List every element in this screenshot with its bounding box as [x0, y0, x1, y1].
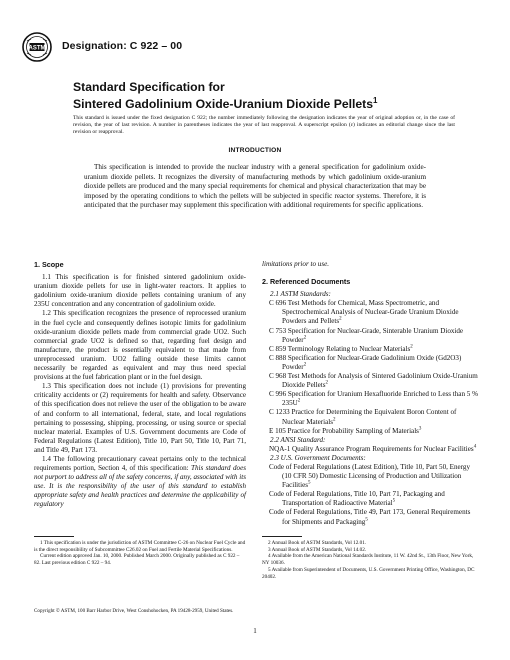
title-footnote-mark: 1 [373, 96, 378, 105]
scope-para-4-caveat: This standard does not purport to address all of the safety concerns, if any, associated with its use. It is the responsibility of the user of this standard to establish appropriate safety and health practices and determine the applicability of regulatory [34, 464, 246, 509]
reference-item [262, 427, 478, 436]
reference-footnote-mark: 3 [418, 426, 422, 432]
references-heading: 2. Referenced Documents [262, 277, 351, 287]
document-header [22, 32, 492, 62]
scope-para-4-text: 1.4 The following precautionary caveat pertains only to the technical requirements portion, Section 4, of this specification: [34, 454, 246, 473]
footnotes-left [34, 536, 246, 567]
title-line-2 [73, 94, 453, 111]
caveat-continuation-text: limitations prior to use. [262, 260, 330, 268]
footnote-1-edition: Current edition approved Jan. 10, 2000. Published March 2000. Originally published as C 922 – 82. Last previous edition C 922 – 94. [34, 553, 240, 567]
ansi-standard-label-text: 2.2 ANSI Standard: [270, 435, 326, 444]
astm-reference-list [262, 299, 478, 435]
introduction-body: This specification is intended to provide the nuclear industry with a general specification for gadolinium oxide-uranium dioxide pellets. It recognizes the diversity of manufacturing methods by which gadolinium oxide-uranium dioxide pellets are produced and the many special requirements for chemical and physical characterization that may be imposed by the operating conditions to which the pellets will be subjected in specific reactor systems. Therefore, it is anticipated that the purchaser may supplement this specification with additional requirements for specific applications. [84, 163, 426, 210]
scope-para-1: 1.1 This specification is for finished sintered gadolinium oxide-uranium dioxide pellets for use in light-water reactors. It applies to gadolinium oxide-uranium dioxide pellets containing uranium of any 235U concentration and any concentration of gadolinium oxide. [34, 273, 246, 309]
designation-notice: This standard is issued under the fixed designation C 922; the number immediately following the designation indicates the year of original adoption or, in the case of revision, the year of last revision. A number in parentheses indicates the year of last reapproval. A superscript epsilon (ε) indicates an editorial change since the last revision or reapproval. [73, 115, 455, 135]
footnote-divider [34, 536, 74, 537]
reference-text: C 859 Terminology Relating to Nuclear Materials [269, 344, 411, 353]
reference-item [262, 327, 478, 345]
astm-logo-icon [22, 32, 52, 62]
reference-text: C 888 Specification for Nuclear-Grade Gadolinium Oxide (Gd2O3) Powder [269, 353, 462, 371]
left-column [34, 260, 246, 510]
usgov-reference-list [262, 463, 478, 527]
ansi-reference-list [262, 445, 478, 454]
reference-text: C 696 Test Methods for Chemical, Mass Spectrometric, and Spectrochemical Analysis of Nuclear-Grade Uranium Dioxide Powders and Pellets [269, 299, 459, 326]
scope-para-4 [34, 455, 246, 510]
reference-text: E 105 Practice for Probability Sampling of Materials [269, 426, 419, 435]
reference-text: Code of Federal Regulations (Latest Edition), Title 10, Part 50, Energy (10 CFR 50) Domestic Licensing of Production and Utilization Facilities [269, 462, 471, 490]
footnote-4: 4 Available from the American National Standards Institute, 11 W. 42nd St., 13th Floor, New York, NY 10036. [262, 553, 474, 567]
title-text: Sintered Gadolinium Oxide-Uranium Dioxide Pellets [73, 97, 374, 112]
designation: Designation: C 922 – 00 [62, 40, 183, 52]
reference-text: Code of Federal Regulations, Title 49, Part 173, General Requirements for Shipments and Packaging [269, 508, 471, 526]
reference-footnote-mark: 2 [303, 335, 307, 341]
reference-footnote-mark: 5 [365, 517, 368, 523]
reference-footnote-mark: 2 [297, 398, 301, 404]
reference-text: C 968 Test Methods for Analysis of Sintered Gadolinium Oxide-Uranium Dioxide Pellets [269, 372, 478, 390]
reference-footnote-mark: 2 [410, 344, 413, 350]
footnote-5: 5 Available from Superintendent of Documents, U.S. Government Printing Office, Washington, DC 20402. [262, 566, 475, 580]
usgov-documents-label [262, 454, 478, 463]
reference-item [262, 372, 478, 390]
astm-standards-label [262, 290, 478, 299]
astm-standards-label-text: 2.1 ASTM Standards: [270, 290, 331, 299]
reference-footnote-mark: 2 [303, 362, 307, 368]
copyright-notice: Copyright © ASTM, 100 Barr Harbor Drive, West Conshohocken, PA 19428-2959, United States. [34, 608, 234, 614]
reference-item [262, 490, 478, 508]
reference-text: Code of Federal Regulations, Title 10, Part 71, Packaging and Transportation of Radioactive Material [269, 490, 445, 508]
reference-footnote-mark: 5 [308, 480, 311, 486]
reference-footnote-mark: 2 [339, 317, 342, 323]
right-column [262, 260, 478, 527]
scope-heading: 1. Scope [34, 260, 64, 269]
reference-item [262, 463, 478, 490]
footnote-3: 3 Annual Book of ASTM Standards, Vol 14.02. [268, 546, 367, 553]
reference-item [262, 508, 478, 526]
svg-text:ASTM: ASTM [28, 45, 46, 52]
page-number: 1 [253, 627, 257, 635]
scope-para-2: 1.2 This specification recognizes the presence of reprocessed uranium in the fuel cycle and consequently defines isotopic limits for gadolinium oxide-uranium dioxide pellets made from commercial grade UO2. Such commercial grade UO2 is defined so that, regarding fuel design and manufacture, the product is essentially equivalent to that made from unreprocessed uranium. UO2 falling outside these limits cannot necessarily be regarded as equivalent and may thus need special provisions at the fuel fabrication plant or in the fuel design. [34, 309, 246, 382]
footnote-divider [262, 536, 302, 537]
reference-item [262, 445, 478, 454]
document-title [73, 80, 453, 111]
ansi-standard-label [262, 436, 478, 445]
reference-item [262, 345, 478, 354]
footnote-1: 1 This specification is under the jurisdiction of ASTM Committee C-26 on Nuclear Fuel Cycle and is the direct responsibility of Subcommittee C26.02 on Fuel and Fertile Material Specifications. [34, 540, 246, 553]
reference-item [262, 299, 478, 326]
reference-footnote-mark: 5 [392, 498, 396, 504]
reference-text: NQA-1 Quality Assurance Program Requirements for Nuclear Facilities [269, 444, 474, 453]
reference-text: C 1233 Practice for Determining the Equivalent Boron Content of Nuclear Materials [269, 408, 457, 426]
footnote-2: 2 Annual Book of ASTM Standards, Vol 12.01. [268, 540, 367, 546]
scope-para-3: 1.3 This specification does not include (1) provisions for preventing criticality accidents or (2) requirements for health and safety. Observance of this specification does not relieve the user of the obligation to be aware of and conform to all international, federal, state, and local regulations pertaining to possessing, shipping, processing, or using source or special nuclear material. Examples of U.S. Government documents are Code of Federal Regulations (Latest Edition), Title 10, Part 50, Title 10, Part 71, and Title 49, Part 173. [34, 382, 246, 454]
reference-footnote-mark: 2 [325, 380, 329, 386]
usgov-documents-label-text: 2.3 U.S. Government Documents: [270, 453, 366, 462]
introduction-heading: INTRODUCTION [228, 147, 282, 154]
reference-item [262, 390, 478, 408]
reference-footnote-mark: 4 [473, 444, 477, 450]
reference-item [262, 408, 478, 426]
caveat-continuation [262, 260, 478, 269]
title-line-1: Standard Specification for [73, 80, 225, 94]
reference-text: C 753 Specification for Nuclear-Grade, Sinterable Uranium Dioxide Powder [269, 326, 464, 344]
reference-text: C 996 Specification for Uranium Hexafluoride Enriched to Less than 5 % 235U [269, 390, 479, 408]
reference-item [262, 354, 478, 372]
reference-footnote-mark: 2 [333, 417, 336, 423]
footnotes-right [262, 536, 478, 580]
